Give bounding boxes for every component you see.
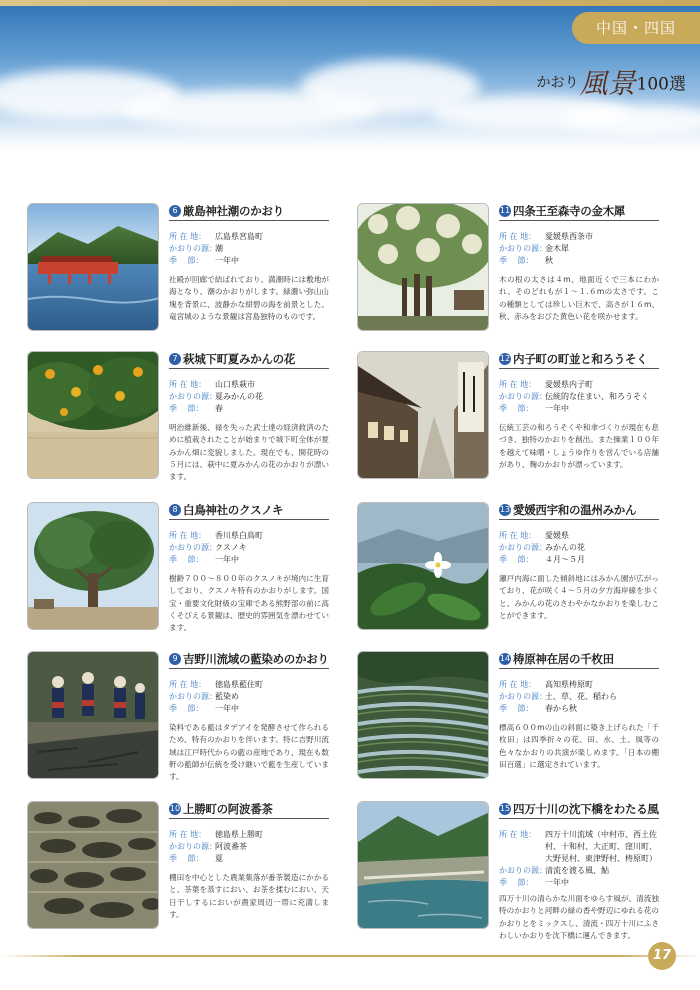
season-value: 一年中	[215, 555, 239, 564]
location-value: 愛媛県西条市	[545, 232, 593, 241]
entry-title: 梼原神在居の千枚田	[513, 651, 614, 666]
entry-title-row	[499, 801, 659, 819]
entry-description: 社殿が回廊で結ばれており、満潮時には敷地が海となり、潮のかおりがします。緑濃い弥山山塊を背景に、波静かな紺碧の海を前景とした、竜宮城のような景観は宮島独特のものです。	[169, 275, 329, 321]
location-value: 高知県梼原町	[545, 680, 593, 689]
source-label: かおりの源：	[169, 392, 217, 401]
logo-part-1: かおり	[536, 75, 579, 91]
location-label: 所 在 地：	[169, 680, 207, 689]
season-label: 季 節：	[169, 256, 204, 265]
photo-uchiko-machinami	[357, 351, 489, 479]
source-label: かおりの源：	[169, 543, 217, 552]
location-value: 愛媛県	[545, 531, 569, 540]
source-label: かおりの源：	[499, 866, 547, 875]
entry-description: 伝統工芸の和ろうそくや和傘づくりが現在も息づき、独特のかおりを創出。また操業１００年を越えて味噌・しょうゆ作りを営んでいる店舗があり、麹のかおりが漂っています。	[499, 423, 659, 469]
entry-title: 厳島神社潮のかおり	[183, 203, 284, 218]
entry-title: 内子町の町並と和ろうそく	[513, 351, 648, 366]
entry-8	[27, 502, 337, 640]
entry-title: 吉野川流域の藍染めのかおり	[183, 651, 329, 666]
season-value: 一年中	[215, 704, 239, 713]
entry-7	[27, 351, 337, 489]
season-label: 季 節：	[169, 555, 204, 564]
entry-title-row	[169, 351, 329, 369]
season-value: 一年中	[545, 404, 569, 413]
source-label: かおりの源：	[499, 692, 547, 701]
entry-number-badge: 9	[169, 653, 181, 665]
season-label: 季 節：	[499, 256, 534, 265]
header-banner	[0, 0, 700, 150]
location-label: 所 在 地：	[169, 531, 207, 540]
logo-part-2: 風景	[579, 67, 636, 100]
location-value: 山口県萩市	[215, 380, 255, 389]
entry-description: 瀬戸内海に面した傾斜地にはみかん園が広がっており、花が咲く４～５月の夕方海岸線を歩くと、みかんの花のさわやかなかおりを楽しむことができます。	[499, 574, 659, 620]
season-value: 一年中	[215, 256, 239, 265]
entry-number-badge: 14	[499, 653, 511, 663]
entry-description: 四万十川の清らかな川面をゆらす風が、清流独特のかおりと河畔の緑の香や野辺にゆれる花のかおりとをミックスし、清流・四万十川にふさわしいかおりを沈下橋に運んできます。	[499, 894, 659, 940]
location-value: 徳島県上勝町	[215, 830, 263, 839]
entry-description: 明治維新後、禄を失った武士達の経済救済のために植栽されたことが始まりで城下町全体が夏みかん畑に変貌しました。現在でも、開花時の５月には、萩中に夏みかんの花のかおりが漂います。	[169, 423, 329, 482]
season-label: 季 節：	[499, 704, 534, 713]
entry-9	[27, 651, 337, 789]
season-value: 一年中	[545, 878, 569, 887]
photo-shirotori-kusunoki	[27, 502, 159, 630]
photo-hagi-natsumikan	[27, 351, 159, 479]
entry-title-row	[169, 651, 329, 669]
location-value: 四万十川流域（中村市、西土佐村、十和村、大正町、窪川町、大野見村、東津野村、梼原町）	[545, 830, 657, 863]
season-value: 夏	[215, 854, 223, 863]
location-label: 所 在 地：	[169, 380, 207, 389]
location-label: 所 在 地：	[499, 380, 537, 389]
entry-15	[357, 801, 667, 951]
source-value: 土、草、花、稲わら	[545, 692, 617, 701]
entry-title: 萩城下町夏みかんの花	[183, 351, 295, 366]
location-label: 所 在 地：	[169, 232, 207, 241]
source-label: かおりの源：	[169, 244, 217, 253]
entry-number-badge: 12	[499, 353, 511, 363]
location-value: 愛媛県内子町	[545, 380, 593, 389]
entry-description: 樹齢７００～８００年のクスノキが境内に生育しており、クスノキ特有のかおりがします。国宝・重要文化財級の宝庫である熊野部の前に高くそびえる景観は、歴史的雰囲気を漂わせています。	[169, 574, 329, 633]
season-label: 季 節：	[169, 704, 204, 713]
location-label: 所 在 地：	[499, 680, 537, 689]
entry-title: 四条王至森寺の金木犀	[513, 203, 625, 218]
entry-title-row	[169, 801, 329, 819]
entry-title: 上勝町の阿波番茶	[183, 801, 273, 816]
photo-yoshinogawa-aizome	[27, 651, 159, 779]
page-number: 17	[648, 942, 676, 970]
season-label: 季 節：	[499, 555, 534, 564]
entry-title-row	[169, 502, 329, 520]
season-label: 季 節：	[169, 854, 204, 863]
entry-number-badge: 11	[499, 205, 511, 215]
season-value: 秋	[545, 256, 553, 265]
entry-6	[27, 203, 337, 341]
location-value: 香川県白鳥町	[215, 531, 263, 540]
logo-part-3: 100選	[636, 74, 686, 95]
photo-shimanto-chinkabashi	[357, 801, 489, 929]
season-value: 春から秋	[545, 704, 577, 713]
logo	[536, 62, 686, 100]
entry-number-badge: 8	[169, 504, 181, 516]
location-label: 所 在 地：	[169, 830, 207, 839]
entry-title-row	[169, 203, 329, 221]
season-value: ４月～５月	[545, 555, 585, 564]
entry-title-row	[499, 203, 659, 221]
source-label: かおりの源：	[169, 692, 217, 701]
photo-saijo-kinmokusei	[357, 203, 489, 331]
source-value: 清流を渡る風、鮎	[545, 866, 609, 875]
season-label: 季 節：	[499, 878, 534, 887]
season-label: 季 節：	[499, 404, 534, 413]
entry-title: 愛媛西宇和の温州みかん	[513, 502, 637, 517]
entry-title-row	[499, 651, 659, 669]
season-value: 春	[215, 404, 223, 413]
source-value: みかんの花	[545, 543, 585, 552]
source-label: かおりの源：	[499, 244, 547, 253]
photo-yusuhara-senmaida	[357, 651, 489, 779]
region-tab: 中国・四国	[572, 12, 700, 44]
header-stripe	[0, 0, 700, 6]
photo-kamikatsu-bancha	[27, 801, 159, 929]
source-value: 潮	[215, 244, 223, 253]
entry-title-row	[499, 351, 659, 369]
entry-10	[27, 801, 337, 939]
entry-title: 四万十川の沈下橋をわたる風	[513, 801, 659, 816]
entry-description: 標高６００mの山の斜面に築き上げられた「千枚田」は四季折々の花、田、水、土、風等の色々なかおりの共演が楽しめます。「日本の棚田百選」に選定されています。	[499, 723, 659, 769]
entry-14	[357, 651, 667, 789]
location-label: 所 在 地：	[499, 232, 537, 241]
source-value: 藍染め	[215, 692, 239, 701]
source-value: 夏みかんの花	[215, 392, 263, 401]
season-label: 季 節：	[169, 404, 204, 413]
entry-number-badge: 13	[499, 504, 511, 514]
entry-description: 棚田を中心とした農業集落が番茶製造にかかると、茶葉を蒸すにおい、お茶を揉むにおい、天日干しするにおいが農家周辺一帯に充満します。	[169, 873, 329, 919]
source-value: 金木犀	[545, 244, 569, 253]
source-value: 伝統的な住まい、和ろうそく	[545, 392, 649, 401]
photo-itsukushima	[27, 203, 159, 331]
location-label: 所 在 地：	[499, 531, 537, 540]
photo-nishiuwa-mikan	[357, 502, 489, 630]
entry-12	[357, 351, 667, 489]
entry-number-badge: 15	[499, 803, 511, 813]
location-label: 所 在 地：	[499, 830, 537, 839]
source-label: かおりの源：	[499, 392, 547, 401]
entry-description: 木の根の太さは４m、地面近くで三本にわかれ、そのどれもが１～１.６mの太さです。この種類としては珍しい巨木で、高さが１６m、秋、赤みをおびた黄色い花を咲かせます。	[499, 275, 659, 321]
source-label: かおりの源：	[169, 842, 217, 851]
entry-description: 染料である藍はタデアイを発酵させて作られるため、特有のかおりを伴います。特に吉野川流域は江戸時代からの藍の産地であり、現在も数軒の藍師が伝統を受け継いで藍を生産しています。	[169, 723, 329, 782]
footer-divider	[0, 955, 700, 957]
entry-number-badge: 6	[169, 205, 181, 217]
entry-number-badge: 7	[169, 353, 181, 365]
location-value: 広島県宮島町	[215, 232, 263, 241]
entry-title-row	[499, 502, 659, 520]
entry-13	[357, 502, 667, 640]
location-value: 徳島県藍住町	[215, 680, 263, 689]
source-value: クスノキ	[215, 543, 247, 552]
source-value: 阿波番茶	[215, 842, 247, 851]
source-label: かおりの源：	[499, 543, 547, 552]
entry-11	[357, 203, 667, 341]
entry-number-badge: 10	[169, 803, 181, 813]
entry-title: 白鳥神社のクスノキ	[183, 502, 284, 517]
